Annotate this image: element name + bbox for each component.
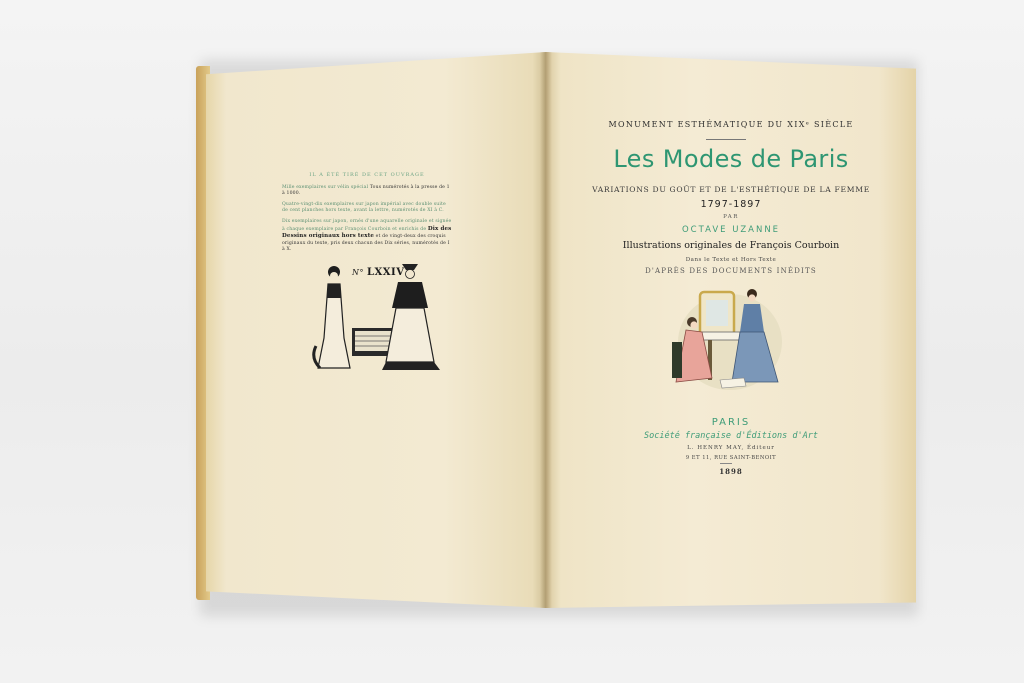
documents-note: D'APRÈS DES DOCUMENTS INÉDITS bbox=[645, 267, 817, 275]
series-title-rule bbox=[706, 139, 746, 140]
two-women-illustration bbox=[310, 258, 440, 386]
woman-2-jacket bbox=[392, 282, 428, 308]
book-title: Les Modes de Paris bbox=[613, 145, 849, 173]
woman-2-face bbox=[406, 270, 415, 279]
chair bbox=[672, 342, 682, 378]
open-book bbox=[196, 52, 918, 614]
copy-number-value: LXXIV bbox=[367, 267, 405, 278]
book-subtitle: VARIATIONS DU GOÛT ET DE L'ESTHÉTIQUE DE LA FEMME bbox=[592, 185, 870, 194]
justification-line-2: Quatre-vingt-dix exemplaires sur japon impérial avec double suite de cent planches hors texte, avant la lettre, numérotés de XI à C. bbox=[282, 201, 446, 214]
year-rule bbox=[720, 463, 732, 464]
woman-1-bodice bbox=[327, 284, 341, 298]
papers-on-floor bbox=[720, 378, 746, 388]
book-years: 1797-1897 bbox=[700, 199, 762, 210]
woman-2-skirt bbox=[386, 308, 434, 362]
justification-line-3b: et de vingt-deux des croquis originaux du texte, pris deux chacun des Dix séries, numérotés de I à X. bbox=[282, 234, 450, 253]
standing-woman-face bbox=[748, 294, 755, 301]
justification-line-3a: Dix exemplaires sur japon, ornés d'une aquarelle originale et signée à chaque exemplaire par François Courboin et enrichis de bbox=[282, 218, 452, 232]
woman-1-face bbox=[330, 272, 338, 280]
woman-2-hem-shadow bbox=[382, 362, 440, 370]
table-top bbox=[698, 332, 742, 340]
publisher-name: Société française d'Éditions d'Art bbox=[644, 431, 818, 441]
illustrations-credit: Illustrations originales de François Courboin bbox=[622, 240, 840, 251]
frame-picture bbox=[706, 300, 728, 326]
publication-city: PARIS bbox=[711, 417, 751, 428]
justification-notice bbox=[282, 172, 452, 258]
author-name: OCTAVE UZANNE bbox=[681, 225, 781, 235]
text-note: Dans le Texte et Hors Texte bbox=[685, 257, 777, 263]
book-gutter bbox=[540, 52, 552, 608]
justification-bold-1: Dix des bbox=[427, 225, 452, 232]
series-title: MONUMENT ESTHÉMATIQUE DU XIXᵉ SIÈCLE bbox=[608, 120, 854, 129]
publication-year: 1898 bbox=[719, 467, 743, 476]
justification-heading: IL A ÉTÉ TIRÉ DE CET OUVRAGE bbox=[309, 172, 425, 178]
by-label: PAR bbox=[723, 214, 739, 220]
painting-scene-illustration bbox=[668, 282, 788, 398]
editor-name: L. HENRY MAY, Éditeur bbox=[687, 445, 775, 451]
publisher-address: 9 ET 11, RUE SAINT-BENOIT bbox=[685, 455, 777, 461]
justification-line-1b: Tous numérotés à la presse de 1 à 1000. bbox=[282, 184, 450, 197]
copy-number-prefix: N° bbox=[352, 268, 364, 277]
justification-bold-2: Dessins originaux hors texte bbox=[282, 233, 375, 240]
justification-line-1a: Mille exemplaires sur vélin spécial bbox=[282, 184, 369, 190]
standing-woman-bodice bbox=[740, 304, 764, 332]
seated-woman-face bbox=[690, 321, 697, 328]
